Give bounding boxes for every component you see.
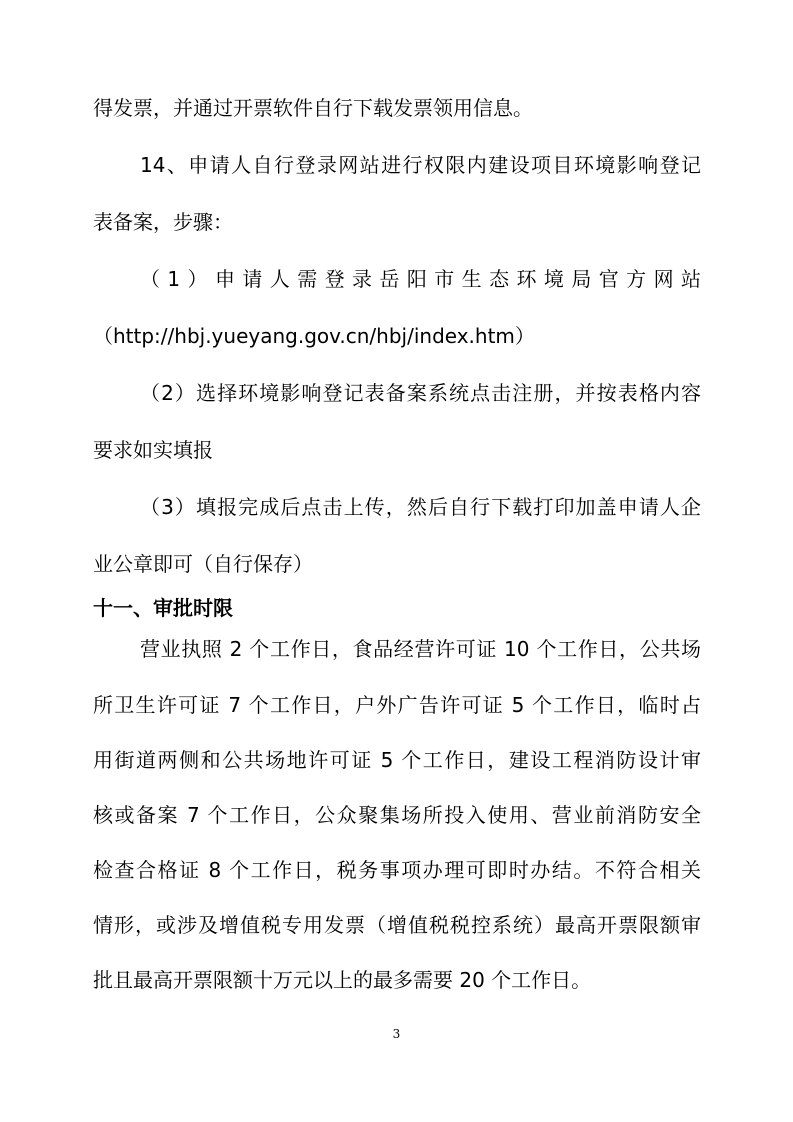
- text-line-14: 核或备案 7 个工作日，公众聚集场所投入使用、营业前消防安全: [93, 803, 701, 827]
- text-line-13: 用街道两侧和公共场地许可证 5 个工作日，建设工程消防设计审: [93, 748, 701, 772]
- text-line-11: 营业执照 2 个工作日，食品经营许可证 10 个工作日，公共场: [140, 637, 701, 661]
- text-line-6: （2）选择环境影响登记表备案系统点击注册，并按表格内容: [140, 381, 701, 405]
- url-line: （http://hbj.yueyang.gov.cn/hbj/index.htm）: [93, 324, 535, 348]
- text-line-15: 检查合格证 8 个工作日，税务事项办理可即时办结。不符合相关: [93, 858, 701, 882]
- text-line-1: 得发票，并通过开票软件自行下载发票领用信息。: [93, 96, 533, 120]
- text-line-2: 14、申请人自行登录网站进行权限内建设项目环境影响登记: [140, 153, 701, 177]
- text-line-9: 业公章即可（自行保存）: [93, 552, 313, 576]
- text-line-8: （3）填报完成后点击上传，然后自行下载打印加盖申请人企: [140, 495, 701, 519]
- text-line-17: 批且最高开票限额十万元以上的最多需要 20 个工作日。: [93, 968, 592, 992]
- text-line-7: 要求如实填报: [93, 438, 213, 462]
- text-line-16: 情形，或涉及增值税专用发票（增值税税控系统）最高开票限额审: [93, 913, 701, 937]
- text-line-3: 表备案，步骤：: [93, 210, 233, 234]
- text-line-4: （1）申请人需登录岳阳市生态环境局官方网站: [140, 267, 701, 291]
- section-heading: 十一、审批时限: [93, 596, 233, 620]
- text-line-12: 所卫生许可证 7 个工作日，户外广告许可证 5 个工作日，临时占: [93, 693, 701, 717]
- page-number: 3: [392, 1027, 401, 1041]
